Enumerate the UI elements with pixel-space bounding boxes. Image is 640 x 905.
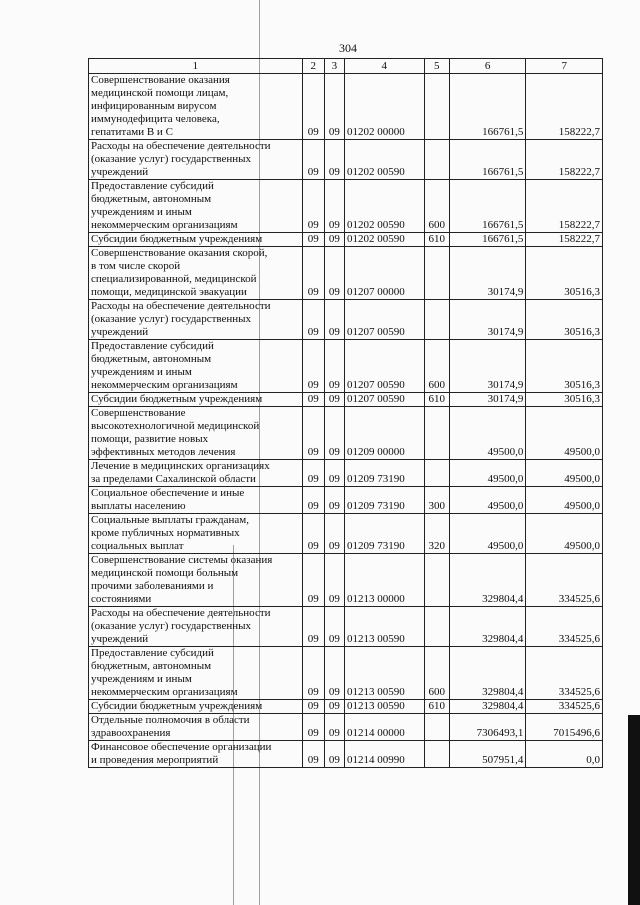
section-code: 09 (302, 647, 324, 700)
section-code: 09 (302, 554, 324, 607)
expense-type-code (424, 607, 449, 647)
target-code: 01214 00000 (344, 714, 424, 741)
amount-col6: 30174,9 (449, 393, 526, 407)
section-code: 09 (302, 714, 324, 741)
table-row (89, 247, 603, 300)
row-name: Расходы на обеспечение деятельности (оказание услуг) государственных учреждений (89, 300, 303, 340)
amount-col7: 158222,7 (526, 74, 603, 140)
row-name: Совершенствование высокотехнологичной медицинской помощи, развитие новых эффективных методов лечения (89, 407, 303, 460)
amount-col7: 334525,6 (526, 647, 603, 700)
target-code: 01209 73190 (344, 514, 424, 554)
target-code: 01209 00000 (344, 407, 424, 460)
subsection-code: 09 (324, 714, 344, 741)
expense-type-code: 610 (424, 700, 449, 714)
header-cell: 4 (344, 59, 424, 74)
target-code: 01202 00590 (344, 180, 424, 233)
header-cell: 6 (449, 59, 526, 74)
amount-col6: 166761,5 (449, 74, 526, 140)
subsection-code: 09 (324, 647, 344, 700)
section-code: 09 (302, 514, 324, 554)
subsection-code: 09 (324, 140, 344, 180)
amount-col6: 7306493,1 (449, 714, 526, 741)
subsection-code: 09 (324, 340, 344, 393)
header-row (89, 59, 603, 74)
row-name: Совершенствование оказания медицинской помощи лицам, инфицированным вирусом иммунодефицита человека, гепатитами В и С (89, 74, 303, 140)
subsection-code: 09 (324, 460, 344, 487)
amount-col6: 166761,5 (449, 180, 526, 233)
amount-col7: 49500,0 (526, 407, 603, 460)
amount-col7: 49500,0 (526, 514, 603, 554)
expense-type-code (424, 554, 449, 607)
section-code: 09 (302, 180, 324, 233)
amount-col7: 158222,7 (526, 180, 603, 233)
subsection-code: 09 (324, 700, 344, 714)
section-code: 09 (302, 393, 324, 407)
section-code: 09 (302, 487, 324, 514)
subsection-code: 09 (324, 74, 344, 140)
header-cell: 3 (324, 59, 344, 74)
row-name: Предоставление субсидий бюджетным, автономным учреждениям и иным некоммерческим организациям (89, 340, 303, 393)
row-name: Совершенствование оказания скорой, в том числе скорой специализированной, медицинской помощи, медицинской эвакуации (89, 247, 303, 300)
expense-type-code: 610 (424, 233, 449, 247)
amount-col6: 166761,5 (449, 233, 526, 247)
section-code: 09 (302, 607, 324, 647)
table-row (89, 233, 603, 247)
table-row (89, 487, 603, 514)
amount-col7: 334525,6 (526, 554, 603, 607)
amount-col6: 49500,0 (449, 407, 526, 460)
budget-table (88, 58, 603, 768)
target-code: 01207 00590 (344, 300, 424, 340)
amount-col7: 334525,6 (526, 700, 603, 714)
table-row (89, 554, 603, 607)
target-code: 01202 00000 (344, 74, 424, 140)
section-code: 09 (302, 340, 324, 393)
target-code: 01202 00590 (344, 140, 424, 180)
table-row (89, 607, 603, 647)
table-row (89, 460, 603, 487)
amount-col7: 334525,6 (526, 607, 603, 647)
row-name: Субсидии бюджетным учреждениям (89, 700, 303, 714)
subsection-code: 09 (324, 487, 344, 514)
section-code: 09 (302, 407, 324, 460)
scan-edge-mark (628, 715, 640, 905)
row-name: Отдельные полномочия в области здравоохранения (89, 714, 303, 741)
amount-col6: 329804,4 (449, 554, 526, 607)
amount-col6: 49500,0 (449, 487, 526, 514)
section-code: 09 (302, 741, 324, 768)
table-row (89, 300, 603, 340)
expense-type-code (424, 714, 449, 741)
expense-type-code (424, 741, 449, 768)
target-code: 01213 00590 (344, 700, 424, 714)
amount-col7: 158222,7 (526, 140, 603, 180)
section-code: 09 (302, 300, 324, 340)
section-code: 09 (302, 247, 324, 300)
table-row (89, 514, 603, 554)
subsection-code: 09 (324, 247, 344, 300)
expense-type-code (424, 407, 449, 460)
amount-col6: 49500,0 (449, 514, 526, 554)
row-name: Предоставление субсидий бюджетным, автономным учреждениям и иным некоммерческим организациям (89, 180, 303, 233)
table-row (89, 741, 603, 768)
page-number: 304 (339, 41, 357, 55)
amount-col6: 49500,0 (449, 460, 526, 487)
amount-col7: 30516,3 (526, 393, 603, 407)
table-row (89, 714, 603, 741)
row-name: Расходы на обеспечение деятельности (оказание услуг) государственных учреждений (89, 607, 303, 647)
table-row (89, 74, 603, 140)
expense-type-code (424, 74, 449, 140)
amount-col6: 166761,5 (449, 140, 526, 180)
section-code: 09 (302, 700, 324, 714)
amount-col6: 30174,9 (449, 300, 526, 340)
section-code: 09 (302, 74, 324, 140)
amount-col7: 30516,3 (526, 247, 603, 300)
subsection-code: 09 (324, 300, 344, 340)
table-row (89, 393, 603, 407)
row-name: Субсидии бюджетным учреждениям (89, 393, 303, 407)
row-name: Расходы на обеспечение деятельности (оказание услуг) государственных учреждений (89, 140, 303, 180)
expense-type-code (424, 247, 449, 300)
table-row (89, 340, 603, 393)
section-code: 09 (302, 140, 324, 180)
table-row (89, 407, 603, 460)
table-row (89, 700, 603, 714)
amount-col7: 49500,0 (526, 460, 603, 487)
expense-type-code: 300 (424, 487, 449, 514)
target-code: 01213 00590 (344, 607, 424, 647)
subsection-code: 09 (324, 233, 344, 247)
table-row (89, 647, 603, 700)
target-code: 01214 00990 (344, 741, 424, 768)
amount-col7: 30516,3 (526, 300, 603, 340)
expense-type-code: 600 (424, 340, 449, 393)
amount-col6: 329804,4 (449, 647, 526, 700)
section-code: 09 (302, 460, 324, 487)
target-code: 01207 00590 (344, 340, 424, 393)
amount-col7: 158222,7 (526, 233, 603, 247)
row-name: Субсидии бюджетным учреждениям (89, 233, 303, 247)
expense-type-code: 320 (424, 514, 449, 554)
expense-type-code (424, 460, 449, 487)
target-code: 01207 00590 (344, 393, 424, 407)
row-name: Социальное обеспечение и иные выплаты населению (89, 487, 303, 514)
header-cell: 2 (302, 59, 324, 74)
amount-col7: 0,0 (526, 741, 603, 768)
section-code: 09 (302, 233, 324, 247)
amount-col6: 329804,4 (449, 607, 526, 647)
table-row (89, 180, 603, 233)
target-code: 01209 73190 (344, 460, 424, 487)
header-cell: 1 (89, 59, 303, 74)
expense-type-code: 610 (424, 393, 449, 407)
amount-col7: 30516,3 (526, 340, 603, 393)
subsection-code: 09 (324, 180, 344, 233)
header-cell: 5 (424, 59, 449, 74)
amount-col6: 507951,4 (449, 741, 526, 768)
amount-col6: 329804,4 (449, 700, 526, 714)
row-name: Лечение в медицинских организациях за пределами Сахалинской области (89, 460, 303, 487)
amount-col7: 7015496,6 (526, 714, 603, 741)
row-name: Совершенствование системы оказания медицинской помощи больным прочими заболеваниями и состояниями (89, 554, 303, 607)
subsection-code: 09 (324, 407, 344, 460)
row-name: Финансовое обеспечение организации и проведения мероприятий (89, 741, 303, 768)
subsection-code: 09 (324, 741, 344, 768)
subsection-code: 09 (324, 554, 344, 607)
subsection-code: 09 (324, 607, 344, 647)
expense-type-code: 600 (424, 180, 449, 233)
subsection-code: 09 (324, 393, 344, 407)
target-code: 01213 00000 (344, 554, 424, 607)
amount-col6: 30174,9 (449, 340, 526, 393)
target-code: 01213 00590 (344, 647, 424, 700)
header-cell: 7 (526, 59, 603, 74)
table-row (89, 140, 603, 180)
amount-col6: 30174,9 (449, 247, 526, 300)
target-code: 01207 00000 (344, 247, 424, 300)
row-name: Социальные выплаты гражданам, кроме публичных нормативных социальных выплат (89, 514, 303, 554)
target-code: 01202 00590 (344, 233, 424, 247)
expense-type-code (424, 140, 449, 180)
row-name: Предоставление субсидий бюджетным, автономным учреждениям и иным некоммерческим организациям (89, 647, 303, 700)
subsection-code: 09 (324, 514, 344, 554)
amount-col7: 49500,0 (526, 487, 603, 514)
target-code: 01209 73190 (344, 487, 424, 514)
expense-type-code: 600 (424, 647, 449, 700)
expense-type-code (424, 300, 449, 340)
